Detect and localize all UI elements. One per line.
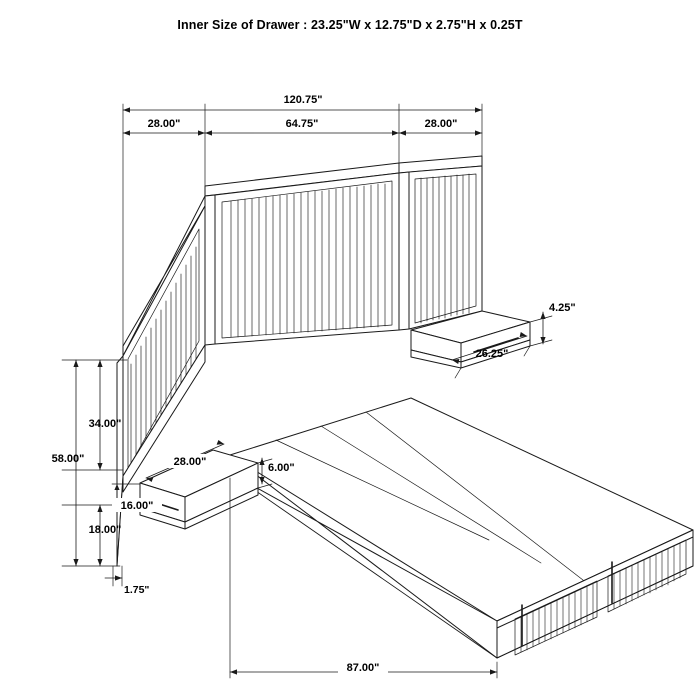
dim-right-panel-width: 28.00" [424,118,458,130]
dim-headboard-total-height: 58.00" [51,453,85,465]
dim-base-offset: 1.75" [124,584,150,596]
dim-floor-clearance: 18.00" [88,524,122,536]
dim-nightstand-depth: 26.25" [475,348,509,360]
dim-nightstand-height: 6.00" [268,462,295,474]
dim-left-panel-width: 28.00" [147,118,181,130]
dim-bed-length: 87.00" [346,662,380,674]
dim-nightstand-width: 28.00" [173,456,207,468]
dim-headboard-panel-height: 34.00" [88,418,122,430]
dim-overall-width: 120.75" [283,94,323,106]
dim-nightstand-top-height: 16.00" [120,500,154,512]
dim-drawer-front-height: 4.25" [549,302,576,314]
page-title: Inner Size of Drawer : 23.25"W x 12.75"D x 2.75"H x 0.25T [177,18,523,32]
dim-center-panel-width: 64.75" [285,118,319,130]
